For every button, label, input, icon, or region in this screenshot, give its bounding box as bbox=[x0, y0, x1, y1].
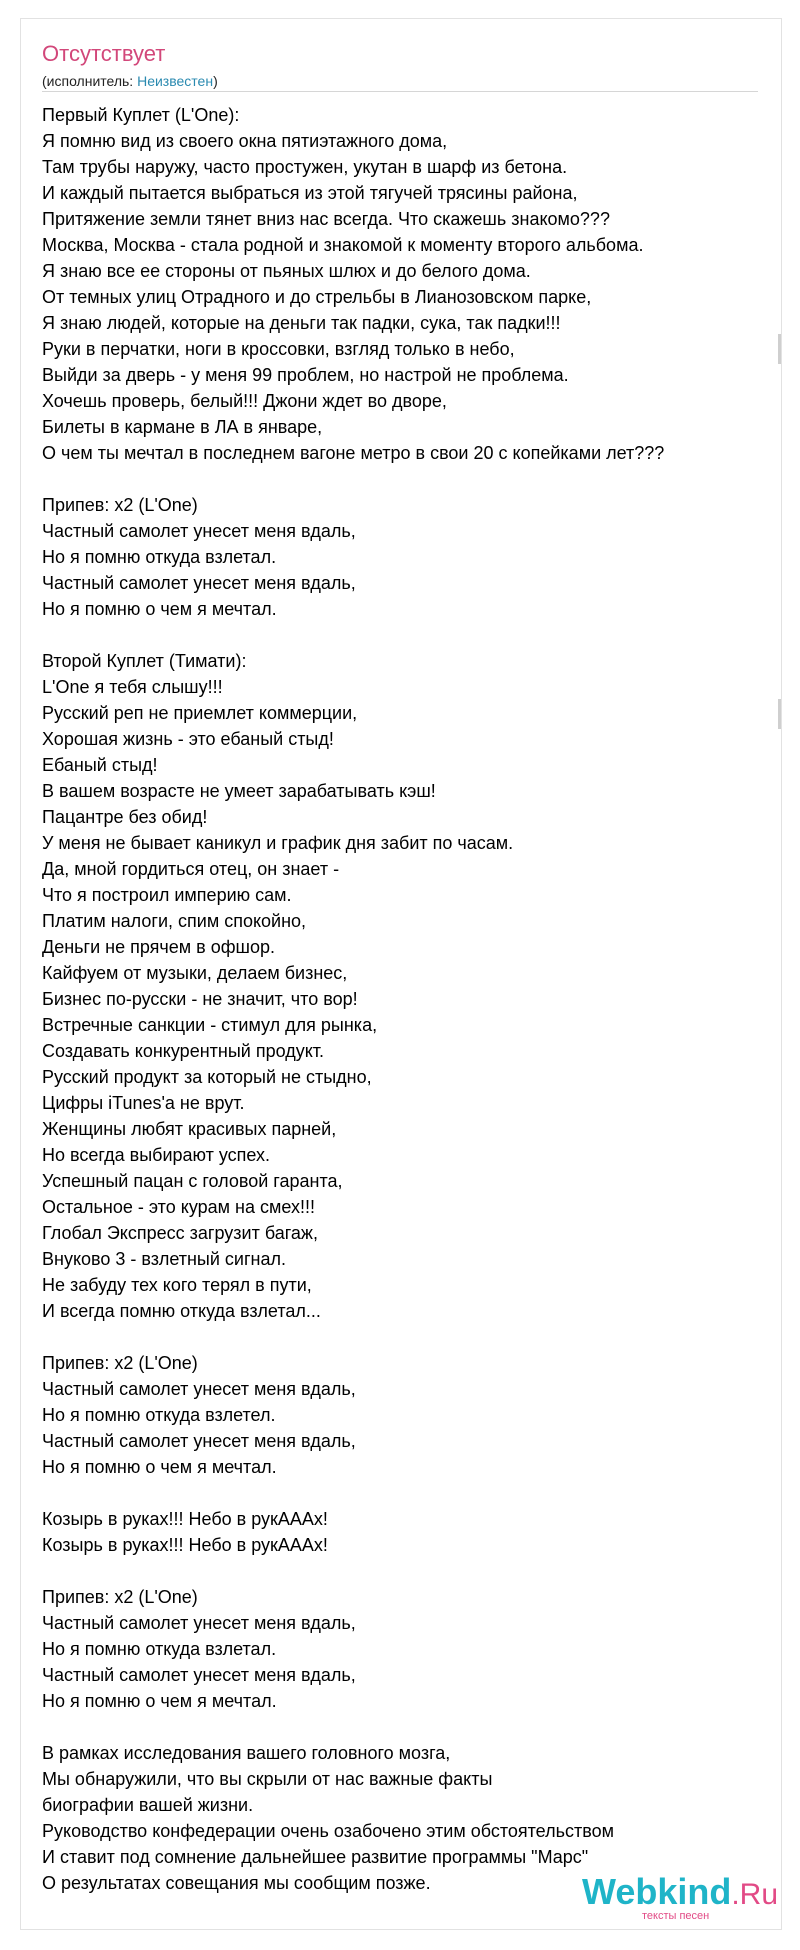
lyric-line: Женщины любят красивых парней, bbox=[42, 1119, 337, 1139]
lyric-line: Первый Куплет (L'One): bbox=[42, 105, 240, 125]
lyric-line: В рамках исследования вашего головного мозга, bbox=[42, 1743, 451, 1763]
lyric-line: И ставит под сомнение дальнейшее развитие программы "Марс" bbox=[42, 1847, 589, 1867]
lyric-line: Второй Куплет (Тимати): bbox=[42, 651, 247, 671]
logo-main-text: Webkind bbox=[582, 1871, 732, 1912]
lyric-line: Руководство конфедерации очень озабочено этим обстоятельством bbox=[42, 1821, 614, 1841]
lyrics-body bbox=[42, 102, 752, 1896]
lyric-line: Но я помню о чем я мечтал. bbox=[42, 599, 277, 619]
lyric-line: От темных улиц Отрадного и до стрельбы в Лианозовском парке, bbox=[42, 287, 592, 307]
lyric-line: Деньги не прячем в офшор. bbox=[42, 937, 276, 957]
artist-line bbox=[42, 72, 218, 90]
lyric-line: О чем ты мечтал в последнем вагоне метро в свои 20 с копейками лет??? bbox=[42, 443, 665, 463]
lyric-line: Цифры iTunes'а не врут. bbox=[42, 1093, 245, 1113]
lyric-line: Но я помню о чем я мечтал. bbox=[42, 1457, 277, 1477]
lyric-line: Русский реп не приемлет коммерции, bbox=[42, 703, 358, 723]
lyric-line: Но всегда выбирают успех. bbox=[42, 1145, 271, 1165]
stanza-break bbox=[42, 1324, 752, 1350]
song-header bbox=[42, 40, 218, 90]
artist-prefix: (исполнитель: bbox=[42, 73, 138, 89]
lyric-line: В вашем возрасте не умеет зарабатывать кэш! bbox=[42, 781, 436, 801]
lyric-line: Платим налоги, спим спокойно, bbox=[42, 911, 307, 931]
lyric-line: Частный самолет унесет меня вдаль, bbox=[42, 521, 356, 541]
lyric-line: Частный самолет унесет меня вдаль, bbox=[42, 573, 356, 593]
lyric-line: Частный самолет унесет меня вдаль, bbox=[42, 1431, 356, 1451]
lyric-line: Козырь в руках!!! Небо в рукАААх! bbox=[42, 1535, 328, 1555]
artist-suffix: ) bbox=[213, 73, 218, 89]
lyric-line: Там трубы наружу, часто простужен, укутан в шарф из бетона. bbox=[42, 157, 568, 177]
stanza-break bbox=[42, 1558, 752, 1584]
stanza-break bbox=[42, 466, 752, 492]
lyric-line: Я знаю все ее стороны от пьяных шлюх и до белого дома. bbox=[42, 261, 531, 281]
lyric-line: Частный самолет унесет меня вдаль, bbox=[42, 1613, 356, 1633]
scroll-marker bbox=[778, 334, 781, 364]
lyric-line: Но я помню о чем я мечтал. bbox=[42, 1691, 277, 1711]
scroll-marker bbox=[778, 699, 781, 729]
lyric-line: Русский продукт за который не стыдно, bbox=[42, 1067, 372, 1087]
lyric-line: Не забуду тех кого терял в пути, bbox=[42, 1275, 312, 1295]
stanza-break bbox=[42, 1480, 752, 1506]
stanza-break bbox=[42, 1714, 752, 1740]
lyric-line: Мы обнаружили, что вы скрыли от нас важные факты bbox=[42, 1769, 493, 1789]
lyric-line: Ебаный стыд! bbox=[42, 755, 158, 775]
site-logo[interactable] bbox=[582, 1872, 782, 1932]
lyric-line: О результатах совещания мы сообщим позже. bbox=[42, 1873, 431, 1893]
lyric-line: Встречные санкции - стимул для рынка, bbox=[42, 1015, 378, 1035]
lyric-line: Создавать конкурентный продукт. bbox=[42, 1041, 325, 1061]
logo-suffix: .Ru bbox=[731, 1878, 779, 1911]
lyric-line: Но я помню откуда взлетел. bbox=[42, 1405, 276, 1425]
header-divider bbox=[42, 91, 758, 92]
lyric-line: Выйди за дверь - у меня 99 проблем, но настрой не проблема. bbox=[42, 365, 569, 385]
lyric-line: Билеты в кармане в ЛА в январе, bbox=[42, 417, 323, 437]
lyric-line: Кайфуем от музыки, делаем бизнес, bbox=[42, 963, 348, 983]
lyric-line: Припев: x2 (L'One) bbox=[42, 1353, 198, 1373]
lyric-line: Хочешь проверь, белый!!! Джони ждет во дворе, bbox=[42, 391, 447, 411]
lyric-line: И всегда помню откуда взлетал... bbox=[42, 1301, 321, 1321]
lyric-line: У меня не бывает каникул и график дня забит по часам. bbox=[42, 833, 514, 853]
lyric-line: Глобал Экспресс загрузит багаж, bbox=[42, 1223, 318, 1243]
lyric-line: Но я помню откуда взлетал. bbox=[42, 547, 277, 567]
lyric-line: Руки в перчатки, ноги в кроссовки, взгляд только в небо, bbox=[42, 339, 515, 359]
song-title: Отсутствует bbox=[42, 41, 166, 66]
lyric-line: Частный самолет унесет меня вдаль, bbox=[42, 1379, 356, 1399]
lyric-line: Что я построил империю сам. bbox=[42, 885, 292, 905]
lyric-line: Но я помню откуда взлетал. bbox=[42, 1639, 277, 1659]
lyric-line: Я знаю людей, которые на деньги так падки, сука, так падки!!! bbox=[42, 313, 561, 333]
stanza-break bbox=[42, 622, 752, 648]
lyric-line: Я помню вид из своего окна пятиэтажного дома, bbox=[42, 131, 448, 151]
lyric-line: Припев: x2 (L'One) bbox=[42, 495, 198, 515]
lyric-line: И каждый пытается выбраться из этой тягучей трясины района, bbox=[42, 183, 578, 203]
lyric-line: Остальное - это курам на смех!!! bbox=[42, 1197, 315, 1217]
lyric-line: Частный самолет унесет меня вдаль, bbox=[42, 1665, 356, 1685]
lyric-line: Внуково 3 - взлетный сигнал. bbox=[42, 1249, 286, 1269]
lyric-line: Козырь в руках!!! Небо в рукАААх! bbox=[42, 1509, 328, 1529]
lyric-line: Бизнес по-русски - не значит, что вор! bbox=[42, 989, 358, 1009]
lyric-line: Притяжение земли тянет вниз нас всегда. Что скажешь знакомо??? bbox=[42, 209, 610, 229]
lyric-line: Хорошая жизнь - это ебаный стыд! bbox=[42, 729, 334, 749]
lyric-line: Москва, Москва - стала родной и знакомой к моменту второго альбома. bbox=[42, 235, 644, 255]
artist-link[interactable]: Неизвестен bbox=[137, 73, 214, 89]
logo-wordmark bbox=[582, 1872, 782, 1915]
lyric-line: Пацантре без обид! bbox=[42, 807, 208, 827]
lyric-line: Припев: x2 (L'One) bbox=[42, 1587, 198, 1607]
lyric-line: Успешный пацан с головой гаранта, bbox=[42, 1171, 343, 1191]
lyric-line: L'One я тебя слышу!!! bbox=[42, 677, 223, 697]
logo-tagline: тексты песен bbox=[642, 1910, 710, 1922]
lyric-line: биографии вашей жизни. bbox=[42, 1795, 254, 1815]
lyric-line: Да, мной гордиться отец, он знает - bbox=[42, 859, 340, 879]
